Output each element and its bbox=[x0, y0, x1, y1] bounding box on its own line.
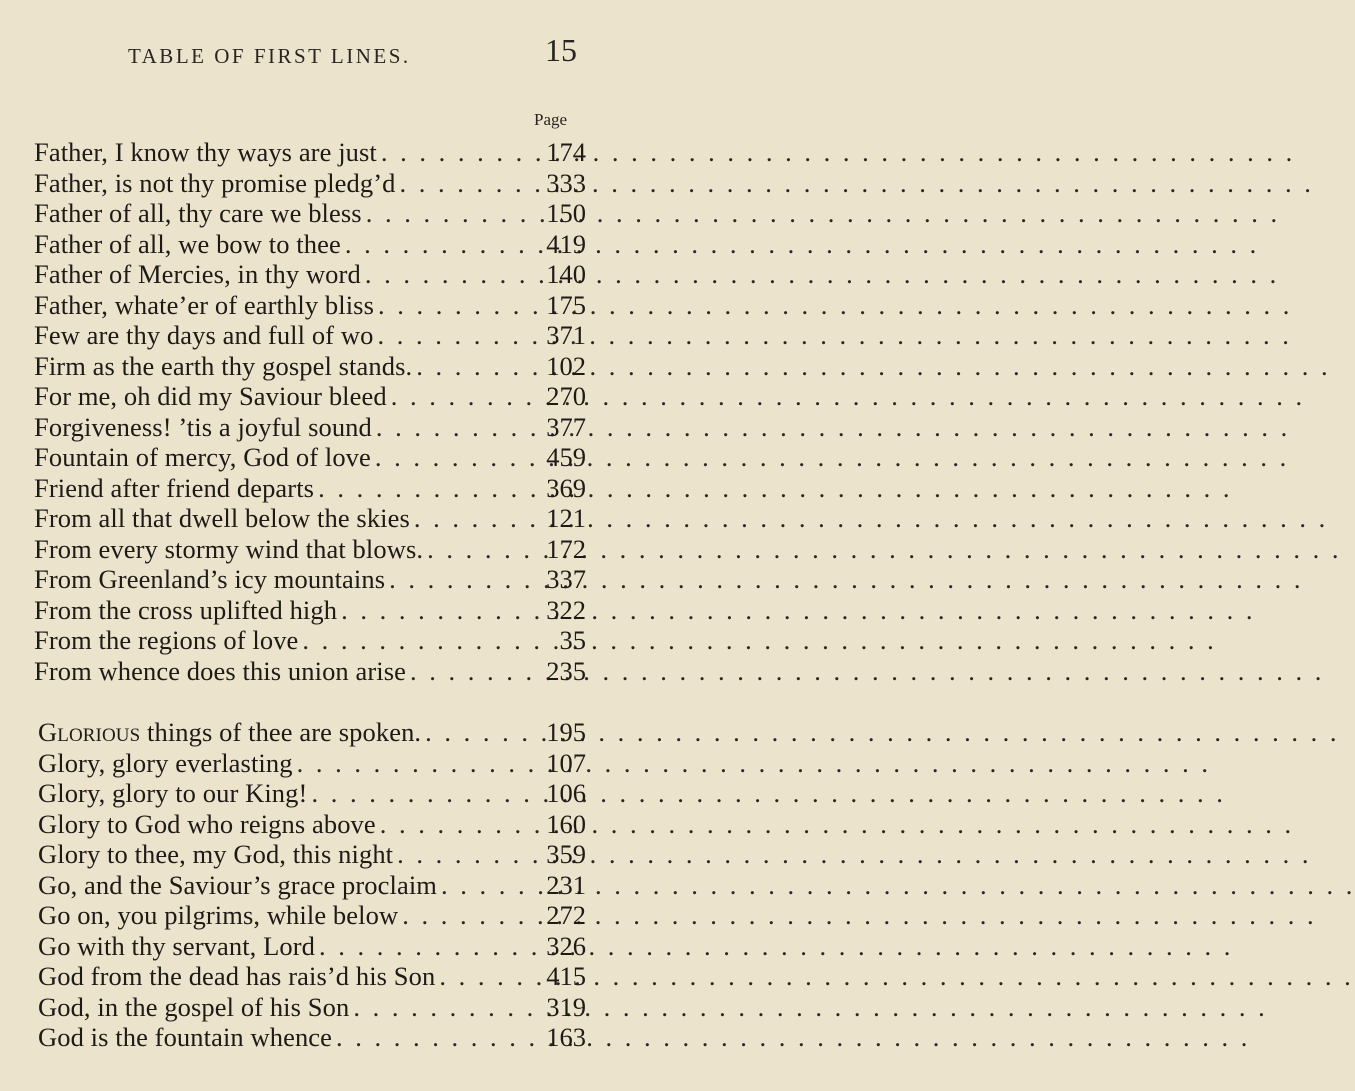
page-ref: 106 bbox=[546, 778, 586, 808]
first-line: Go, and the Saviour’s grace proclaim bbox=[38, 869, 438, 900]
page-ref: 415 bbox=[546, 961, 586, 991]
page-ref: 419 bbox=[546, 228, 586, 259]
index-entry bbox=[38, 809, 586, 840]
leader-dots bbox=[361, 259, 536, 290]
leader-dots bbox=[396, 168, 536, 199]
index-section-f bbox=[34, 137, 586, 686]
index-entry bbox=[34, 442, 586, 473]
first-line: God from the dead has rais’d his Son bbox=[38, 961, 436, 991]
index-entry bbox=[38, 900, 586, 931]
leader-dots bbox=[298, 625, 536, 656]
first-line: For me, oh did my Saviour bleed bbox=[34, 381, 387, 411]
page-ref: 272 bbox=[546, 900, 586, 930]
index-entry bbox=[34, 534, 586, 565]
index-entry bbox=[38, 961, 586, 992]
page-ref: 326 bbox=[546, 930, 586, 961]
index-entry bbox=[38, 1022, 586, 1053]
leader-dots bbox=[398, 900, 536, 931]
leader-dots bbox=[393, 839, 536, 870]
page-ref: 195 bbox=[546, 717, 586, 747]
index-entry bbox=[34, 412, 586, 443]
page-ref: 174 bbox=[546, 137, 586, 167]
page-ref: 369 bbox=[546, 472, 586, 503]
leader-dots bbox=[293, 748, 536, 779]
page-ref: 333 bbox=[546, 167, 586, 198]
first-line: Friend after friend departs bbox=[34, 472, 315, 503]
leader-dots bbox=[387, 381, 536, 412]
leader-dots bbox=[337, 595, 536, 626]
index-entry bbox=[38, 992, 586, 1023]
leader-dots bbox=[362, 198, 536, 229]
page-ref: 107 bbox=[546, 747, 586, 778]
page-ref: 140 bbox=[546, 259, 586, 289]
first-line: From every stormy wind that blows. bbox=[34, 533, 424, 564]
first-line: Father of all, thy care we bless bbox=[34, 198, 362, 228]
first-line: Glory to God who reigns above bbox=[38, 808, 376, 839]
page-ref: 377 bbox=[546, 411, 586, 442]
first-line: Few are thy days and full of wo bbox=[34, 320, 374, 350]
page-ref: 231 bbox=[546, 869, 586, 900]
first-line: Father, whate’er of earthly bliss bbox=[34, 289, 374, 320]
book-page bbox=[0, 0, 640, 1091]
first-line: God, in the gospel of his Son bbox=[38, 991, 350, 1022]
index-entry bbox=[38, 748, 586, 779]
index-entry bbox=[34, 137, 586, 168]
index-entry bbox=[34, 259, 586, 290]
page-ref: 175 bbox=[546, 289, 586, 320]
leader-dots bbox=[307, 778, 536, 809]
page-ref: 371 bbox=[546, 320, 586, 350]
leader-dots bbox=[412, 351, 536, 382]
first-line: Father, is not thy promise pledg’d bbox=[34, 167, 396, 198]
page-ref: 337 bbox=[546, 564, 586, 594]
leader-dots bbox=[315, 931, 536, 962]
first-line: Forgiveness! ’tis a joyful sound bbox=[34, 411, 372, 442]
leader-dots bbox=[437, 870, 536, 901]
first-line: Go with thy servant, Lord bbox=[38, 930, 316, 961]
first-line: From the regions of love bbox=[34, 625, 299, 655]
index-entry bbox=[34, 381, 586, 412]
leader-dots bbox=[376, 809, 536, 840]
index-entry bbox=[34, 229, 586, 260]
page-ref: 359 bbox=[546, 839, 586, 869]
page-ref: 322 bbox=[546, 594, 586, 625]
first-line-rest: things of thee are spoken. bbox=[140, 717, 422, 747]
page-ref: 150 bbox=[546, 198, 586, 228]
leader-dots bbox=[423, 534, 536, 565]
index-entry bbox=[34, 320, 586, 351]
page-ref: 459 bbox=[546, 442, 586, 472]
index-entry bbox=[38, 839, 586, 870]
first-line: Go on, you pilgrims, while below bbox=[38, 900, 399, 930]
index-entry bbox=[34, 473, 586, 504]
index-entry bbox=[38, 870, 586, 901]
index-section-g bbox=[38, 717, 586, 1053]
first-line: Glory to thee, my God, this night bbox=[38, 839, 394, 869]
leader-dots bbox=[435, 961, 536, 992]
page-ref: 235 bbox=[546, 655, 586, 686]
first-line: From the cross uplifted high bbox=[34, 594, 338, 625]
leader-dots bbox=[374, 290, 536, 321]
running-title: TABLE OF FIRST LINES. bbox=[128, 44, 411, 68]
page-ref: 160 bbox=[546, 808, 586, 839]
first-line: Glory, glory to our King! bbox=[38, 778, 308, 808]
leader-dots bbox=[341, 229, 536, 260]
leader-dots bbox=[406, 656, 536, 687]
page-number: 15 bbox=[545, 32, 577, 68]
first-line: Father of Mercies, in thy word bbox=[34, 259, 361, 289]
index-entry bbox=[34, 503, 586, 534]
first-line: God is the fountain whence bbox=[38, 1022, 333, 1052]
index-entry bbox=[34, 564, 586, 595]
index-entry bbox=[34, 198, 586, 229]
page-column-label: Page bbox=[534, 110, 568, 129]
leader-dots bbox=[349, 992, 536, 1023]
index-entry bbox=[34, 656, 586, 687]
leader-dots bbox=[372, 412, 536, 443]
page-ref: 270 bbox=[546, 381, 586, 411]
first-line: From whence does this union arise bbox=[34, 655, 407, 686]
index-entry bbox=[34, 290, 586, 321]
index-entry bbox=[34, 625, 586, 656]
leader-dots bbox=[385, 564, 536, 595]
index-entry bbox=[38, 717, 586, 748]
index-entry bbox=[38, 931, 586, 962]
first-line: Fountain of mercy, God of love bbox=[34, 442, 371, 472]
leader-dots bbox=[377, 137, 536, 168]
page-ref: 172 bbox=[546, 533, 586, 564]
leader-dots bbox=[410, 503, 536, 534]
page-ref: 319 bbox=[546, 991, 586, 1022]
index-entry bbox=[34, 595, 586, 626]
leader-dots bbox=[421, 717, 536, 748]
first-line: Glory, glory everlasting bbox=[38, 747, 293, 778]
leader-dots bbox=[373, 320, 536, 351]
index-entry bbox=[34, 351, 586, 382]
first-line: Father of all, we bow to thee bbox=[34, 228, 341, 259]
first-line bbox=[38, 717, 421, 748]
first-line: From all that dwell below the skies bbox=[34, 503, 410, 533]
page-ref: 102 bbox=[546, 350, 586, 381]
leader-dots bbox=[332, 1022, 536, 1053]
first-line: From Greenland’s icy mountains bbox=[34, 564, 386, 594]
index-entry bbox=[38, 778, 586, 809]
page-ref: 121 bbox=[546, 503, 586, 533]
first-line-lead: Glorious bbox=[38, 717, 141, 747]
first-line: Father, I know thy ways are just bbox=[34, 137, 377, 167]
page-ref: 35 bbox=[559, 625, 586, 655]
leader-dots bbox=[314, 473, 536, 504]
page-ref: 163 bbox=[546, 1022, 586, 1052]
first-line: Firm as the earth thy gospel stands. bbox=[34, 350, 413, 381]
index-entry bbox=[34, 168, 586, 199]
leader-dots bbox=[371, 442, 536, 473]
